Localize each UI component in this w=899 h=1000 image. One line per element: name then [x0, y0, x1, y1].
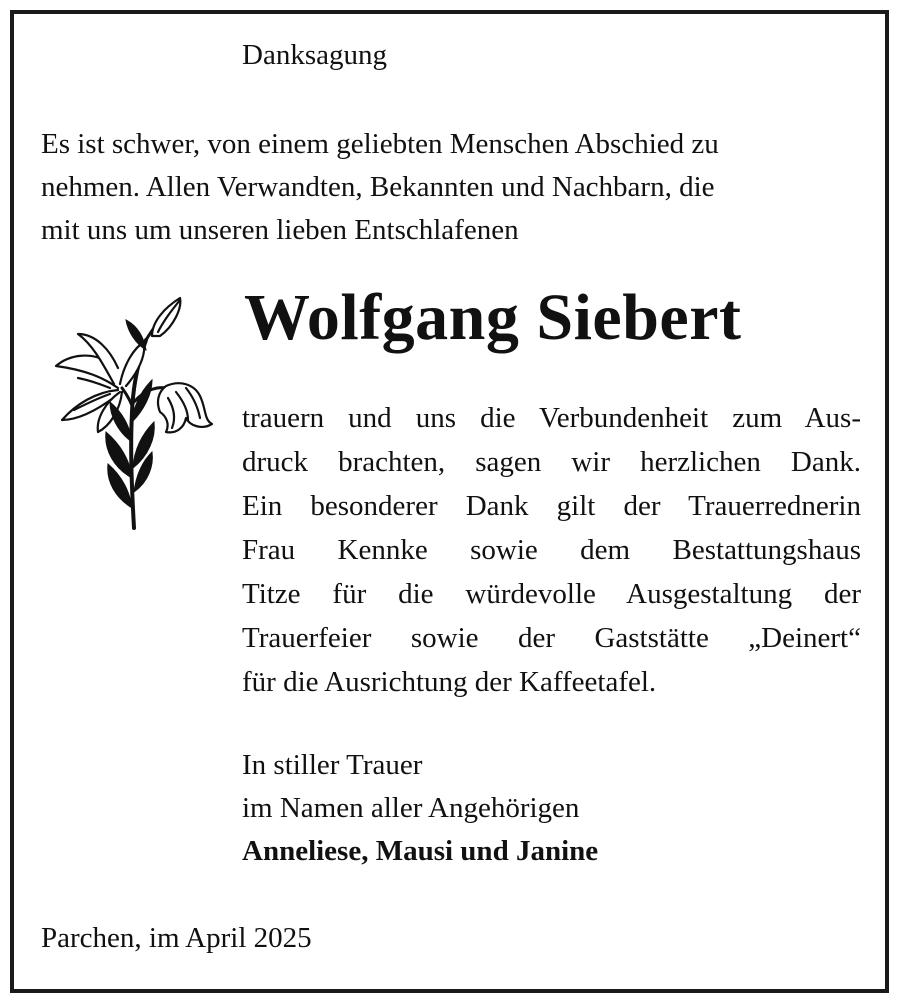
intro-line: mit uns um unseren lieben Entschlafenen: [41, 214, 519, 246]
body-line: druck brachten, sagen wir herzlichen Dank.: [242, 446, 861, 478]
closing-line-relatives: im Namen aller Angehörigen: [242, 792, 580, 824]
signatory-names: Anneliese, Mausi und Janine: [242, 835, 599, 867]
closing-block: [242, 744, 598, 873]
intro-paragraph: [41, 123, 861, 252]
body-line: Frau Kennke sowie dem Bestattungshaus: [242, 534, 861, 566]
body-line: trauern und uns die Verbundenheit zum Aus-: [242, 402, 861, 434]
body-line: Ein besonderer Dank gilt der Trauerrednerin: [242, 490, 861, 522]
intro-line: nehmen. Allen Verwandten, Bekannten und Nachbarn, die: [41, 171, 715, 203]
deceased-name: Wolfgang Siebert: [244, 281, 742, 354]
body-paragraph: [242, 396, 861, 704]
body-line: Trauerfeier sowie der Gaststätte „Deinert“: [242, 622, 861, 654]
place-and-date: Parchen, im April 2025: [41, 922, 312, 954]
lily-flower-icon: [48, 292, 216, 532]
body-line: für die Ausrichtung der Kaffeetafel.: [242, 666, 657, 698]
intro-line: Es ist schwer, von einem geliebten Menschen Abschied zu: [41, 128, 719, 160]
body-line: Titze für die würdevolle Ausgestaltung der: [242, 578, 861, 610]
closing-line-mourning: In stiller Trauer: [242, 749, 423, 781]
notice-heading: Danksagung: [242, 39, 387, 71]
